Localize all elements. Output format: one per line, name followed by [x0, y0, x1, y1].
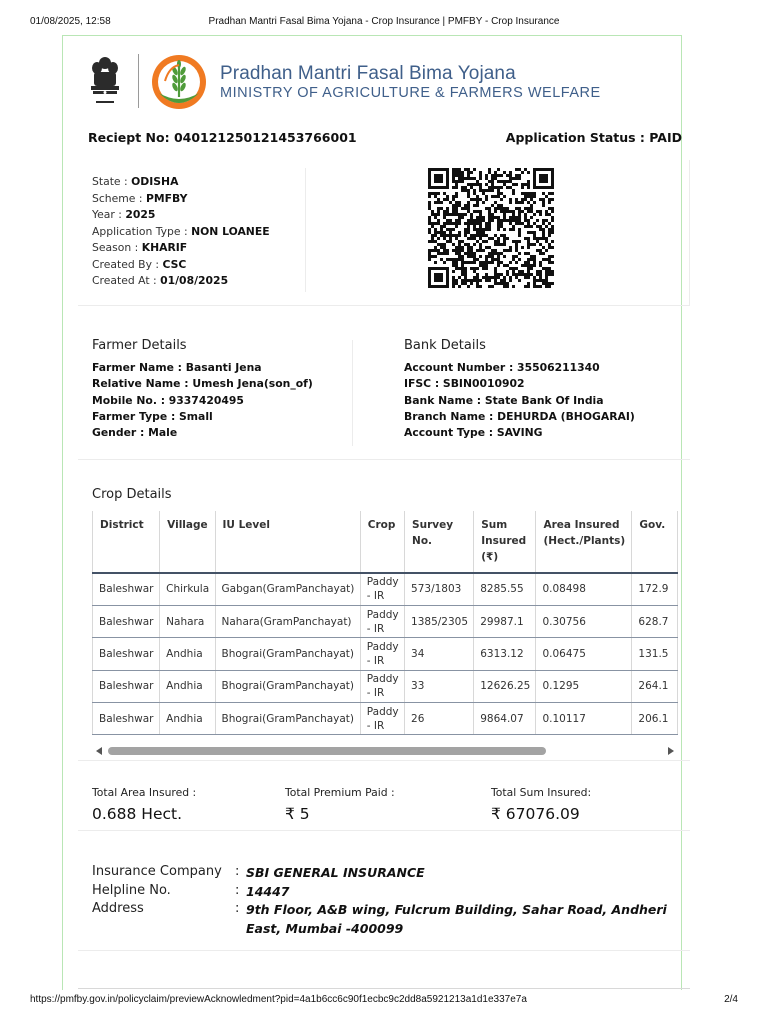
brand-subtitle: MINISTRY OF AGRICULTURE & FARMERS WELFARE: [220, 85, 601, 101]
cell-village: Andhia: [160, 638, 215, 670]
cell-iu-level: Bhograi(GramPanchayat): [215, 638, 360, 670]
cell-sum-insured: 6313.12: [474, 638, 536, 670]
account-number: Account Number : 35506211340: [404, 361, 600, 374]
crop-details-heading: Crop Details: [92, 487, 172, 502]
cell-village: Nahara: [160, 605, 215, 637]
receipt-number: Reciept No: 040121250121453766001: [88, 130, 357, 145]
print-url: https://pmfby.gov.in/policyclaim/previewAcknowledment?pid=4a1b6cc6c90f1ecbc9c2dd8a5921213a1d1e337e7a: [30, 994, 527, 1005]
farmer-details-list: [92, 360, 313, 441]
pmfby-wheat-logo-icon: [149, 53, 209, 111]
scroll-right-arrow-icon[interactable]: [668, 747, 674, 755]
address-value: 9th Floor, A&B wing, Fulcrum Building, Sahar Road, Andheri East, Mumbai -400099: [246, 902, 667, 936]
colon: :: [235, 883, 240, 898]
cell-iu-level: Gabgan(GramPanchayat): [215, 573, 360, 605]
cell-district: Baleshwar: [93, 638, 160, 670]
farmer-details-heading: Farmer Details: [92, 338, 187, 353]
cell-sum-insured: 9864.07: [474, 703, 536, 735]
col-iu-level: IU Level: [215, 511, 360, 573]
meta-row-created-at: Created At : 01/08/2025: [92, 274, 229, 287]
cell-area-insured: 0.1295: [536, 670, 632, 702]
account-type: Account Type : SAVING: [404, 426, 543, 440]
colon: :: [235, 864, 240, 879]
application-meta-list: [92, 174, 270, 290]
total-area-value: 0.688 Hect.: [92, 805, 183, 823]
cell-survey-no: 1385/2305: [405, 605, 474, 637]
total-premium-label: Total Premium Paid :: [285, 786, 395, 799]
cell-sum-insured: 12626.25: [474, 670, 536, 702]
crop-table-scroll-area[interactable]: [92, 511, 678, 741]
bank-name: Bank Name : State Bank Of India: [404, 393, 604, 407]
cell-village: Chirkula: [160, 573, 215, 605]
cell-survey-no: 26: [405, 703, 474, 735]
cell-area-insured: 0.30756: [536, 605, 632, 637]
cell-crop: Paddy - IR: [360, 638, 404, 670]
brand-title: Pradhan Mantri Fasal Bima Yojana: [220, 63, 516, 84]
cell-gov: 172.9: [632, 573, 678, 605]
meta-row-created-by: Created By : CSC: [92, 257, 187, 271]
col-village: Village: [160, 511, 215, 573]
print-footer: [30, 994, 738, 1008]
cell-crop: Paddy - IR: [360, 605, 404, 637]
national-emblem-icon: [88, 54, 122, 108]
col-district: District: [93, 511, 160, 573]
insurance-divider: [78, 950, 690, 951]
col-crop: Crop: [360, 511, 404, 573]
totals-divider: [78, 830, 690, 831]
col-survey-no: Survey No.: [405, 511, 474, 573]
relative-name: Relative Name : Umesh Jena(son_of): [92, 377, 313, 391]
insurance-company-value: SBI GENERAL INSURANCE: [246, 865, 425, 880]
cell-gov: 131.5: [632, 638, 678, 670]
qr-modules: [428, 168, 554, 288]
ifsc-code: IFSC : SBIN0010902: [404, 377, 525, 391]
meta-row-state: State : ODISHA: [92, 175, 179, 188]
meta-row-season: Season : KHARIF: [92, 241, 188, 254]
print-page-number: 2/4: [724, 994, 738, 1005]
cell-village: Andhia: [160, 703, 215, 735]
total-sum-label: Total Sum Insured:: [491, 786, 592, 799]
colon: :: [235, 901, 240, 916]
table-row: [93, 703, 678, 735]
gender: Gender : Male: [92, 426, 178, 440]
table-row: [93, 638, 678, 670]
total-premium-value: ₹ 5: [285, 805, 310, 823]
cell-gov: 628.7: [632, 605, 678, 637]
cell-survey-no: 33: [405, 670, 474, 702]
address-label: Address: [92, 901, 144, 916]
cell-iu-level: Bhograi(GramPanchayat): [215, 670, 360, 702]
cell-area-insured: 0.10117: [536, 703, 632, 735]
table-horizontal-scrollbar[interactable]: [92, 744, 678, 758]
branch-name: Branch Name : DEHURDA (BHOGARAI): [404, 409, 635, 423]
cell-iu-level: Bhograi(GramPanchayat): [215, 703, 360, 735]
col-sum-insured: Sum Insured (₹): [474, 511, 536, 573]
helpline-value: 14447: [246, 884, 290, 899]
cell-survey-no: 573/1803: [405, 573, 474, 605]
scrollbar-thumb[interactable]: [108, 747, 546, 755]
qr-code: [428, 168, 554, 288]
cell-district: Baleshwar: [93, 670, 160, 702]
farmer-name: Farmer Name : Basanti Jena: [92, 361, 262, 374]
details-divider: [352, 340, 353, 446]
application-status: Application Status : PAID: [505, 130, 682, 145]
cell-gov: 206.1: [632, 703, 678, 735]
cell-sum-insured: 8285.55: [474, 573, 536, 605]
col-area-insured: Area Insured (Hect./Plants): [536, 511, 632, 573]
cell-iu-level: Nahara(GramPanchayat): [215, 605, 360, 637]
crop-table: [92, 511, 678, 735]
farmer-type: Farmer Type : Small: [92, 409, 213, 423]
cell-survey-no: 34: [405, 638, 474, 670]
total-area-label: Total Area Insured :: [92, 786, 197, 799]
cell-district: Baleshwar: [93, 605, 160, 637]
helpline-label: Helpline No.: [92, 883, 171, 898]
mobile-number: Mobile No. : 9337420495: [92, 393, 244, 407]
cell-crop: Paddy - IR: [360, 670, 404, 702]
logo-divider: [138, 54, 139, 108]
cell-crop: Paddy - IR: [360, 703, 404, 735]
crop-table-header-row: [93, 511, 678, 573]
table-row: [93, 573, 678, 605]
meta-row-application-type: Application Type : NON LOANEE: [92, 224, 270, 238]
scroll-left-arrow-icon[interactable]: [96, 747, 102, 755]
print-date: 01/08/2025, 12:58: [30, 16, 111, 27]
bank-details-heading: Bank Details: [404, 338, 486, 353]
bottom-divider: [78, 988, 690, 989]
cell-village: Andhia: [160, 670, 215, 702]
col-gov: Gov.: [632, 511, 678, 573]
meta-divider: [305, 168, 306, 292]
table-row: [93, 670, 678, 702]
cell-area-insured: 0.08498: [536, 573, 632, 605]
cell-gov: 264.1: [632, 670, 678, 702]
cell-area-insured: 0.06475: [536, 638, 632, 670]
cell-district: Baleshwar: [93, 573, 160, 605]
print-header: [30, 16, 738, 30]
cell-sum-insured: 29987.1: [474, 605, 536, 637]
meta-row-year: Year : 2025: [92, 208, 156, 221]
insurance-company-label: Insurance Company: [92, 864, 222, 879]
table-row: [93, 605, 678, 637]
print-page-title: Pradhan Mantri Fasal Bima Yojana - Crop Insurance | PMFBY - Crop Insurance: [208, 16, 560, 27]
cell-crop: Paddy - IR: [360, 573, 404, 605]
bank-details-list: [404, 360, 635, 441]
crop-card-divider: [78, 760, 690, 761]
meta-row-scheme: Scheme : PMFBY: [92, 191, 188, 205]
cell-district: Baleshwar: [93, 703, 160, 735]
total-sum-value: ₹ 67076.09: [491, 805, 580, 823]
